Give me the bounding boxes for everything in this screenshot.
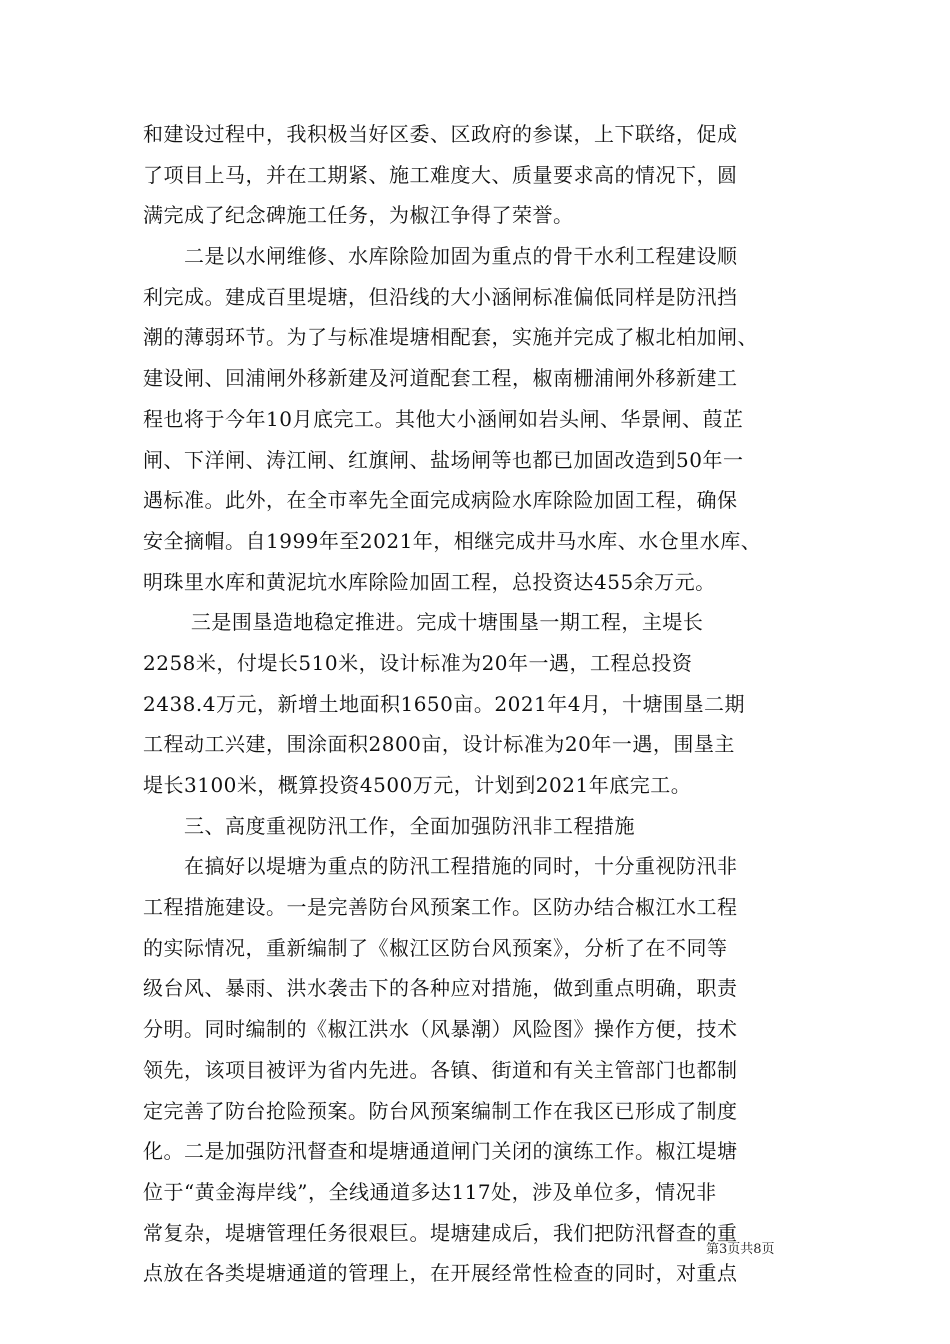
text-line: 2258米，付堤长510米，设计标准为20年一遇，工程总投资 xyxy=(143,650,693,675)
text-line: 级台风、暴雨、洪水袭击下的各种应对措施，做到重点明确，职责 xyxy=(143,976,738,1001)
text-line: 化。二是加强防汛督查和堤塘通道闸门关闭的演练工作。椒江堤塘 xyxy=(143,1139,738,1164)
section-heading: 三、高度重视防汛工作，全面加强防汛非工程措施 xyxy=(143,813,635,838)
text-line: 闸、下洋闸、涛江闸、红旗闸、盐场闸等也都已加固改造到50年一 xyxy=(143,447,744,472)
text-line: 定完善了防台抢险预案。防台风预案编制工作在我区已形成了制度 xyxy=(143,1098,738,1123)
text-line: 点放在各类堤塘通道的管理上，在开展经常性检查的同时，对重点 xyxy=(143,1261,738,1286)
body-text xyxy=(143,114,808,1294)
text-line: 堤长3100米，概算投资4500万元，计划到2021年底完工。 xyxy=(143,773,692,797)
text-line: 常复杂，堤塘管理任务很艰巨。堤塘建成后，我们把防汛督查的重 xyxy=(143,1220,738,1245)
text-line: 利完成。建成百里堤塘，但沿线的大小涵闸标准偏低同样是防汛挡 xyxy=(143,284,738,309)
text-line: 遇标准。此外，在全市率先全面完成病险水库除险加固工程，确保 xyxy=(143,488,738,513)
text-line: 建设闸、回浦闸外移新建及河道配套工程，椒南栅浦闸外移新建工 xyxy=(143,366,738,391)
text-line: 满完成了纪念碑施工任务，为椒江争得了荣誉。 xyxy=(143,203,574,228)
text-line: 位于“黄金海岸线”，全线通道多达117处，涉及单位多，情况非 xyxy=(143,1179,717,1204)
text-line: 2438.4万元，新增土地面积1650亩。2021年4月，十塘围垦二期 xyxy=(143,691,746,716)
text-line: 和建设过程中，我积极当好区委、区政府的参谋，上下联络，促成 xyxy=(143,122,738,146)
text-line: 工程动工兴建，围涂面积2800亩，设计标准为20年一遇，围垦主 xyxy=(143,732,735,757)
text-line: 二是以水闸维修、水库除险加固为重点的骨干水利工程建设顺 xyxy=(143,244,738,269)
text-line: 工程措施建设。一是完善防台风预案工作。区防办结合椒江水工程 xyxy=(143,895,738,920)
text-line: 潮的薄弱环节。为了与标准堤塘相配套，实施并完成了椒北柏加闸、 xyxy=(143,325,758,350)
text-line: 分明。同时编制的《椒江洪水（风暴潮）风险图》操作方便，技术 xyxy=(143,1017,738,1042)
text-line: 领先，该项目被评为省内先进。各镇、街道和有关主管部门也都制 xyxy=(143,1057,738,1082)
text-line: 在搞好以堤塘为重点的防汛工程措施的同时，十分重视防汛非 xyxy=(143,854,738,879)
text-line: 了项目上马，并在工期紧、施工难度大、质量要求高的情况下，圆 xyxy=(143,162,738,187)
text-line: 安全摘帽。自1999年至2021年，相继完成井马水库、水仓里水库、 xyxy=(143,528,762,553)
text-line: 三是围垦造地稳定推进。完成十塘围垦一期工程，主堤长 xyxy=(143,610,704,635)
text-line: 的实际情况，重新编制了《椒江区防台风预案》，分析了在不同等 xyxy=(143,935,728,960)
text-line: 明珠里水库和黄泥坑水库除险加固工程，总投资达455余万元。 xyxy=(143,569,716,594)
text-line: 程也将于今年10月底完工。其他大小涵闸如岩头闸、华景闸、葭芷 xyxy=(143,406,744,431)
page-number: 第3页共8页 xyxy=(706,1242,775,1257)
